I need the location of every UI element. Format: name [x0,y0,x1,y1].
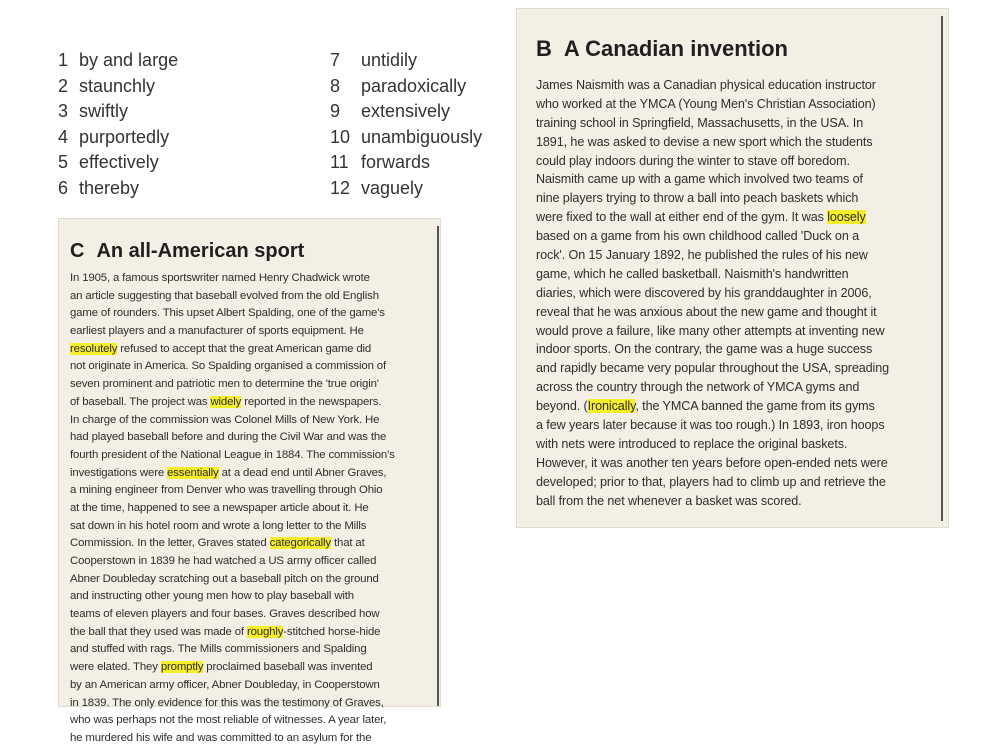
item-word: forwards [361,152,431,172]
text-line [70,677,432,695]
highlighted-word: widely [210,395,242,408]
text-segment: were fixed to the wall at either end of the gym. It was [536,210,828,225]
word-list-column-1 [58,48,178,201]
word-list-item [58,74,178,100]
text-segment: in 1839. The only evidence for this was the testimony of Graves, [70,696,384,709]
word-list-item [58,48,178,74]
word-list [58,48,508,208]
highlighted-word: Ironically [587,399,636,414]
text-segment: based on a game from his own childhood called 'Duck on a [536,229,860,244]
item-word: swiftly [79,101,129,121]
word-list-column-2 [330,48,482,201]
text-line [536,454,936,473]
item-number: 7 [330,50,341,70]
text-segment: a few years later because it was too rough.) In 1893, iron hoops [536,418,885,433]
text-line [70,695,432,713]
text-line [536,492,936,511]
text-segment: However, it was another ten years before open-ended nets were [536,455,888,470]
section-letter: B [536,36,552,61]
text-line [536,114,936,133]
text-segment: refused to accept that the great American game did [117,342,372,355]
word-list-item [58,150,178,176]
text-line [70,288,432,306]
text-line [536,378,936,397]
text-line [536,435,936,454]
text-segment: and instructing other young men how to play baseball with [70,590,354,603]
text-segment: rock'. On 15 January 1892, he published the rules of his new [536,248,868,263]
text-line [536,95,936,114]
text-line [536,76,936,95]
text-line [536,303,936,322]
item-word: purportedly [79,126,170,147]
item-word: staunchly [79,75,156,96]
text-segment: In charge of the commission was Colonel Mills of New York. He [70,413,380,426]
word-list-item [58,99,178,125]
text-segment: with nets were introduced to replace the original baskets. [536,436,848,451]
text-segment: that at [330,537,365,550]
text-segment: seven prominent and patriotic men to determine the 'true origin' [70,378,379,391]
text-segment: fourth president of the National League in 1884. The commission's [70,448,395,461]
text-line [70,535,432,553]
word-list-item [58,125,178,151]
text-line [536,133,936,152]
item-number: 8 [330,75,341,96]
text-line [70,641,432,659]
text-segment: a mining engineer from Denver who was travelling through Ohio [70,484,383,497]
text-segment: Cooperstown in 1839 he had watched a US army officer called [70,555,377,567]
text-segment: 1891, he was asked to devise a new sport which the students [536,134,873,149]
text-line [70,394,432,412]
text-line [536,473,936,492]
word-list-item [330,125,482,151]
item-number: 6 [58,177,69,198]
text-line [536,265,936,284]
word-list-item [330,99,482,125]
text-line [70,553,432,571]
text-line [536,152,936,171]
text-segment: who worked at the YMCA (Young Men's Christian Association) [536,96,876,111]
text-segment: Naismith came up with a game which involved two teams of [536,172,863,187]
highlighted-word: roughly [246,625,284,638]
item-number: 10 [330,126,351,147]
section-c-text [70,270,432,748]
section-b-panel [516,8,949,528]
section-title: An all-American sport [96,240,305,262]
text-line [70,429,432,447]
section-heading [536,36,788,62]
item-number: 5 [58,152,69,172]
text-line [70,270,432,288]
text-line [70,323,432,341]
text-segment: indoor sports. On the contrary, the game was a huge success [536,342,873,357]
text-line [70,358,432,376]
item-word: vaguely [361,177,424,198]
text-segment: at a dead end until Abner Graves, [218,466,387,479]
item-word: unambiguously [361,126,483,147]
text-segment: diaries, which were discovered by his granddaughter in 2006, [536,285,872,300]
item-number: 9 [330,101,341,121]
text-line [536,359,936,378]
text-segment: had played baseball before and during the Civil War and was the [70,431,387,444]
item-number: 4 [58,126,69,147]
text-line [70,412,432,430]
text-segment: would prove a failure, like many other attempts at inventing new [536,323,885,338]
text-segment: beyond. ( [536,399,588,414]
text-segment: could play indoors during the winter to stave off boredom. [536,153,850,168]
item-word: thereby [79,177,140,198]
text-segment: game of rounders. This upset Albert Spalding, one of the game's [70,307,385,320]
text-line [536,397,936,416]
item-word: effectively [79,152,159,172]
text-segment: training school in Springfield, Massachusetts, in the USA. In [536,115,864,130]
text-segment: across the country through the network of YMCA gyms and [536,380,860,395]
text-line [70,305,432,323]
text-line [70,571,432,589]
text-segment: investigations were [70,466,168,479]
text-segment: sat down in his hotel room and wrote a long letter to the Mills [70,519,367,532]
section-title: A Canadian invention [563,36,788,61]
text-segment: of baseball. The project was [70,395,211,408]
text-line [70,341,432,359]
panel-edge-rule [941,16,943,521]
text-segment: In 1905, a famous sportswriter named Henry Chadwick wrote [70,272,370,284]
highlighted-word: loosely [827,210,866,225]
text-segment: and rapidly became very popular throughout the USA, spreading [536,361,890,376]
text-line [70,482,432,500]
text-segment: Abner Doubleday scratching out a baseball pitch on the ground [70,572,379,585]
text-segment: and stuffed with rags. The Mills commissioners and Spalding [70,643,367,656]
highlighted-word: categorically [269,537,331,550]
word-list-item [330,74,482,100]
word-list-item [330,48,482,74]
text-segment: Commission. In the letter, Graves stated [70,537,270,550]
text-segment: he murdered his wife and was committed to an asylum for the [70,731,372,744]
text-line [70,712,432,730]
word-list-item [58,176,178,202]
text-line [70,465,432,483]
text-segment: game, which he called basketball. Naismith's handwritten [536,266,849,281]
text-line [536,208,936,227]
item-number: 11 [330,152,349,172]
text-line [536,246,936,265]
text-line [70,518,432,536]
item-number: 12 [330,177,351,198]
text-segment: proclaimed baseball was invented [203,661,373,674]
word-list-item [330,176,482,202]
section-b-text [536,76,936,510]
text-line [536,284,936,303]
text-segment: teams of eleven players and four bases. Graves described how [70,608,380,621]
item-number: 3 [58,101,69,121]
text-segment: , the YMCA banned the game from its gyms [635,399,875,414]
text-line [536,340,936,359]
text-segment: an article suggesting that baseball evolved from the old English [70,289,379,302]
highlighted-word: essentially [167,466,219,479]
text-line [536,170,936,189]
text-line [70,588,432,606]
text-line [70,500,432,518]
item-number: 1 [58,50,69,70]
text-segment: ball from the net whenever a basket was scored. [536,493,802,508]
text-line [536,189,936,208]
section-letter: C [70,240,85,262]
text-segment: earliest players and a manufacturer of sports equipment. He [70,325,364,338]
section-c-panel [58,218,441,744]
text-segment: were elated. They [70,661,161,674]
item-word: extensively [361,101,451,121]
text-segment: developed; prior to that, players had to climb up and retrieve the [536,474,886,489]
text-segment: who was perhaps not the most reliable of witnesses. A year later, [70,714,387,727]
word-list-item [330,150,482,176]
text-line [536,322,936,341]
text-segment: reported in the newspapers. [241,395,382,408]
text-segment: nine players trying to throw a ball into peach baskets which [536,191,859,206]
item-word: paradoxically [361,75,467,96]
text-line [70,447,432,465]
text-line [70,624,432,642]
panel-edge-rule [437,226,439,706]
text-segment: at the time, happened to see a newspaper article about it. He [70,501,369,514]
text-segment: reveal that he was anxious about the new game and thought it [536,304,877,319]
text-line [70,730,432,748]
highlighted-word: promptly [160,661,204,674]
section-heading [70,240,304,263]
text-line [536,416,936,435]
text-segment: not originate in America. So Spalding organised a commission of [70,360,386,373]
text-line [536,227,936,246]
item-word: by and large [79,50,179,70]
item-word: untidily [361,50,418,70]
text-line [70,659,432,677]
text-segment: by an American army officer, Abner Doubleday, in Cooperstown [70,678,380,691]
text-segment: the ball that they used was made of [70,625,247,638]
text-segment: James Naismith was a Canadian physical education instructor [536,78,876,92]
text-line [70,606,432,624]
item-number: 2 [58,75,69,96]
text-segment: -stitched horse-hide [283,625,381,638]
highlighted-word: resolutely [70,342,118,355]
text-line [70,376,432,394]
